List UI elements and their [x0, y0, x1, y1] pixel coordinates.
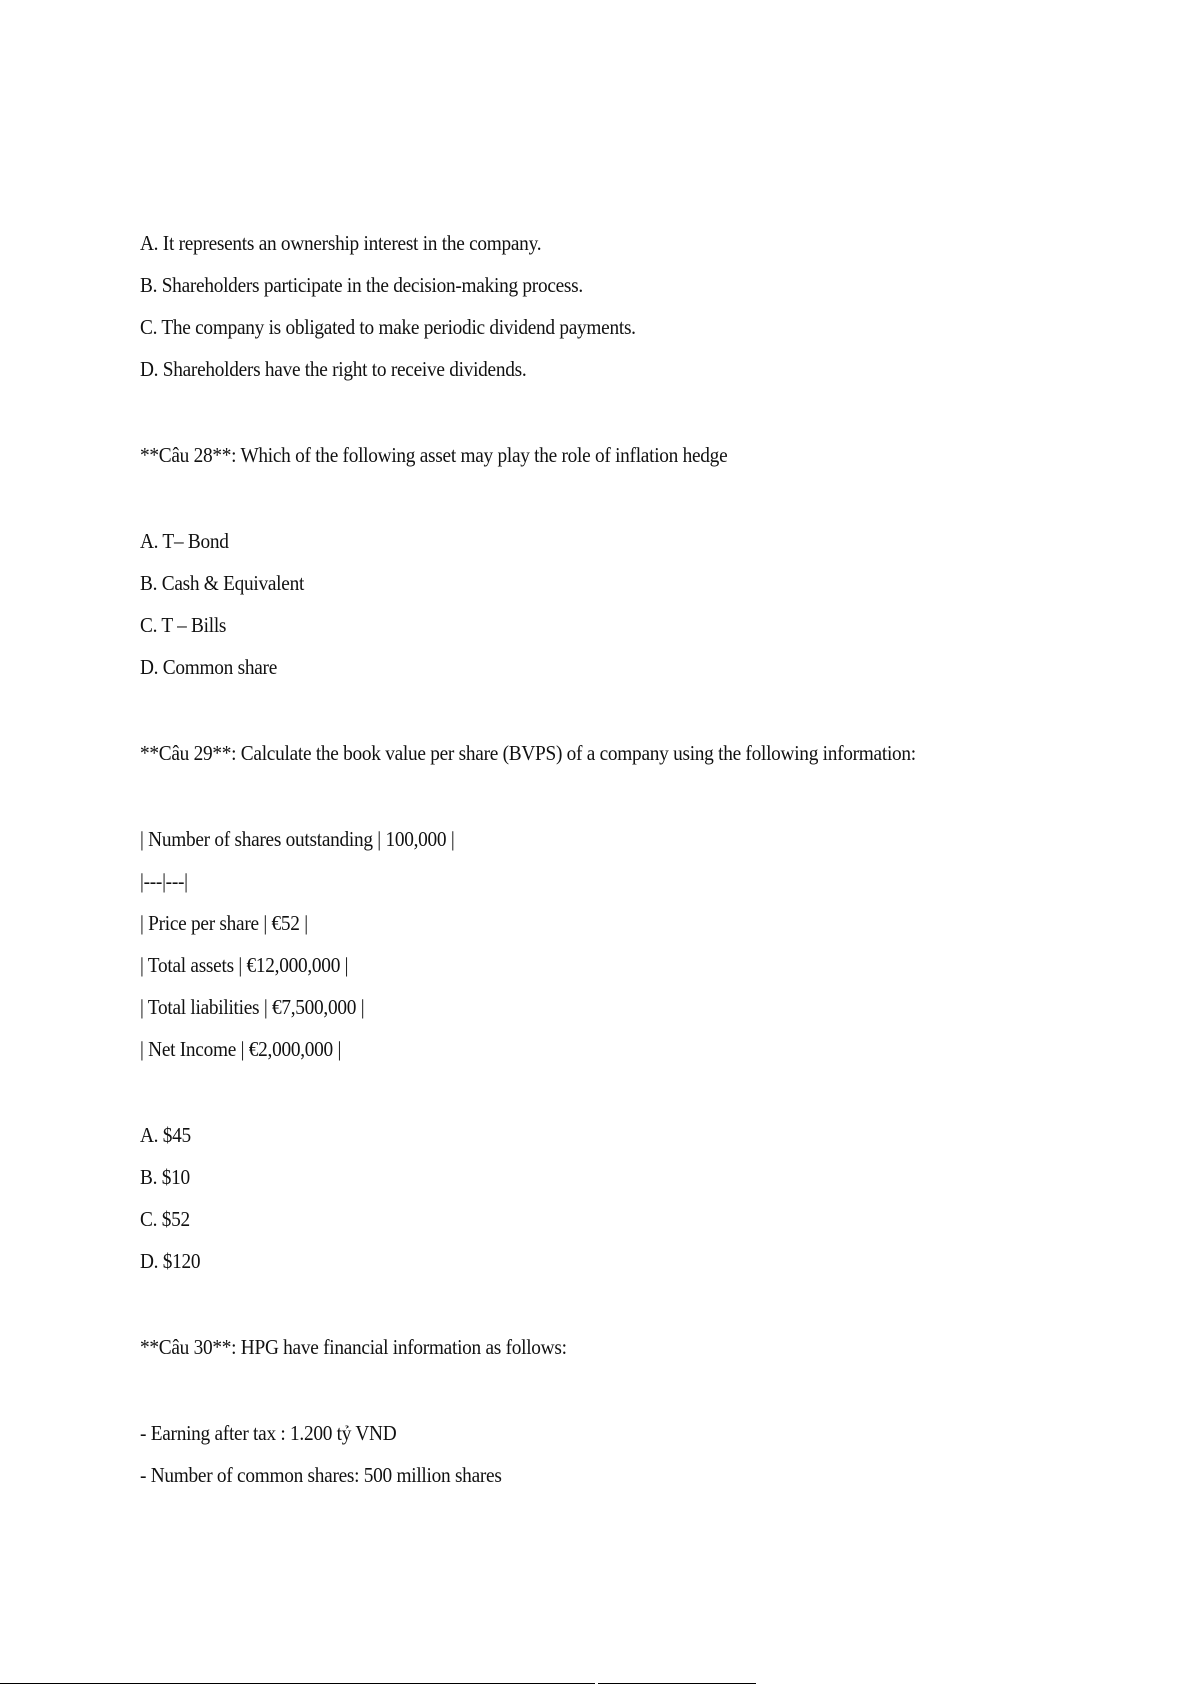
- q29-question: **Câu 29**: Calculate the book value per share (BVPS) of a company using the following information:: [140, 741, 916, 765]
- q29-option-c: C. $52: [140, 1207, 190, 1231]
- document-page: [140, 231, 1140, 1487]
- q29-table-row: | Net Income | €2,000,000 |: [140, 1037, 342, 1061]
- q27-option-d: D. Shareholders have the right to receive dividends.: [140, 357, 527, 381]
- q30-item-shares: - Number of common shares: 500 million shares: [140, 1463, 502, 1487]
- q28-option-b: B. Cash & Equivalent: [140, 571, 305, 595]
- q30-items: [140, 1421, 1140, 1487]
- q27-option-c: C. The company is obligated to make periodic dividend payments.: [140, 315, 636, 339]
- footer-divider-short: [598, 1683, 756, 1684]
- q30-question: **Câu 30**: HPG have financial information as follows:: [140, 1335, 567, 1359]
- q29-table-row: | Number of shares outstanding | 100,000 |: [140, 827, 455, 851]
- q28-question: **Câu 28**: Which of the following asset may play the role of inflation hedge: [140, 443, 728, 467]
- q29-table-row: | Price per share | €52 |: [140, 911, 308, 935]
- q29-data-table: [140, 827, 1140, 1061]
- q29-options: [140, 1123, 1140, 1273]
- q27-option-a: A. It represents an ownership interest in the company.: [140, 231, 542, 255]
- q28-option-c: C. T – Bills: [140, 613, 227, 637]
- q29-table-row: |---|---|: [140, 869, 188, 893]
- q28-options: [140, 529, 1140, 679]
- q29-table-row: | Total liabilities | €7,500,000 |: [140, 995, 365, 1019]
- q27-option-b: B. Shareholders participate in the decision-making process.: [140, 273, 583, 297]
- q29-option-b: B. $10: [140, 1165, 190, 1189]
- footer-divider: [0, 1683, 595, 1684]
- q29-option-a: A. $45: [140, 1123, 191, 1147]
- q27-options: [140, 231, 1140, 381]
- q28-option-a: A. T– Bond: [140, 529, 229, 553]
- q30-item-earning: - Earning after tax : 1.200 tỷ VND: [140, 1421, 397, 1445]
- q29-table-row: | Total assets | €12,000,000 |: [140, 953, 349, 977]
- q29-option-d: D. $120: [140, 1249, 201, 1273]
- q28-option-d: D. Common share: [140, 655, 277, 679]
